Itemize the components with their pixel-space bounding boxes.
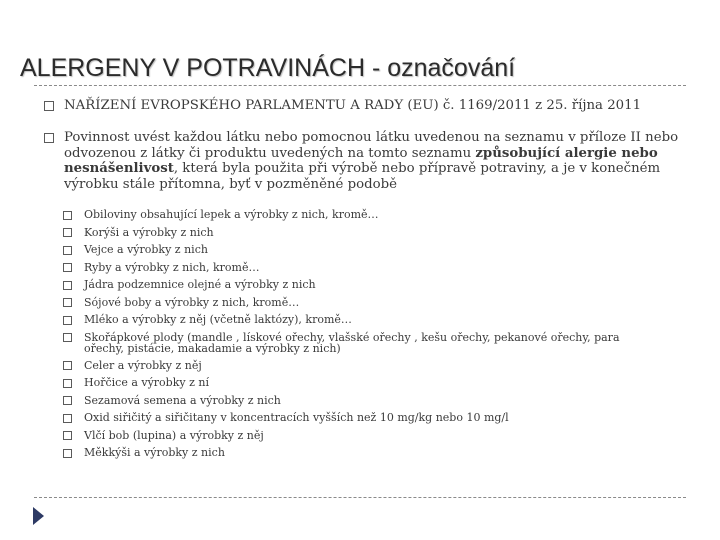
top-divider [34,85,686,86]
square-bullet-icon [63,396,72,405]
square-bullet-icon [63,263,72,272]
list-item: Mléko a výrobky z něj (včetně laktózy), kromě… [84,313,352,326]
list-item: Sójové boby a výrobky z nich, kromě… [84,295,300,309]
square-bullet-icon [63,298,72,307]
list-item: Korýši a výrobky z nich [84,225,214,239]
square-bullet-icon [63,379,72,388]
bottom-divider [34,497,686,498]
list-item: Skořápkové plody (mandle , lískové ořechy, vlašské ořechy , kešu ořechy, pekanové ořechy, para ořechy, pistácie, makadamie a výrobky z nich) [84,330,620,355]
square-bullet-icon [63,246,72,255]
list-item: Vejce a výrobky z nich [84,243,208,256]
obligation-text [64,130,684,192]
obligation-text-part1: Povinnost uvést každou látku nebo pomocnou látku uvedenou na seznamu v příloze II nebo odvozenou z látky či produktu uvedených na tomto seznamu [64,130,679,161]
page-title: ALERGENY V POTRAVINÁCH - označování [20,54,516,82]
square-bullet-icon [63,211,72,220]
list-item: Obiloviny obsahující lepek a výrobky z nich, kromě… [84,208,379,221]
square-bullet-icon [63,361,72,370]
list-item: Oxid siřičitý a siřičitany v koncentracích vyšších než 10 mg/kg nebo 10 mg/l [84,411,509,424]
square-bullet-icon [63,228,72,237]
list-item: Hořčice a výrobky z ní [84,376,209,389]
obligation-text-bold: způsobující alergie nebo nesnášenlivost [64,145,658,177]
list-item: Jádra podzemnice olejné a výrobky z nich [84,278,316,291]
regulation-text: NAŘÍZENÍ EVROPSKÉHO PARLAMENTU A RADY (EU) č. 1169/2011 z 25. října 2011 [64,98,642,113]
square-bullet-icon [63,431,72,440]
list-item: Ryby a výrobky z nich, kromě… [84,260,260,274]
square-bullet-icon [63,281,72,290]
next-slide-arrow-icon[interactable] [33,507,44,525]
square-bullet-icon [63,414,72,423]
allergen-list [84,206,644,462]
obligation-text-part2: , která byla použita při výrobě nebo přípravě potraviny, a je v konečném výrobku stále přítomna, byť v pozměněné podobě [64,161,661,192]
square-bullet-icon [63,316,72,325]
square-bullet-icon [63,333,72,342]
list-item: Sezamová semena a výrobky z nich [84,393,281,407]
square-bullet-icon [44,133,54,143]
list-item: Vlčí bob (lupina) a výrobky z něj [84,428,264,442]
list-item: Celer a výrobky z něj [84,358,202,372]
square-bullet-icon [44,101,54,111]
square-bullet-icon [63,449,72,458]
list-item: Měkkýši a výrobky z nich [84,446,225,459]
